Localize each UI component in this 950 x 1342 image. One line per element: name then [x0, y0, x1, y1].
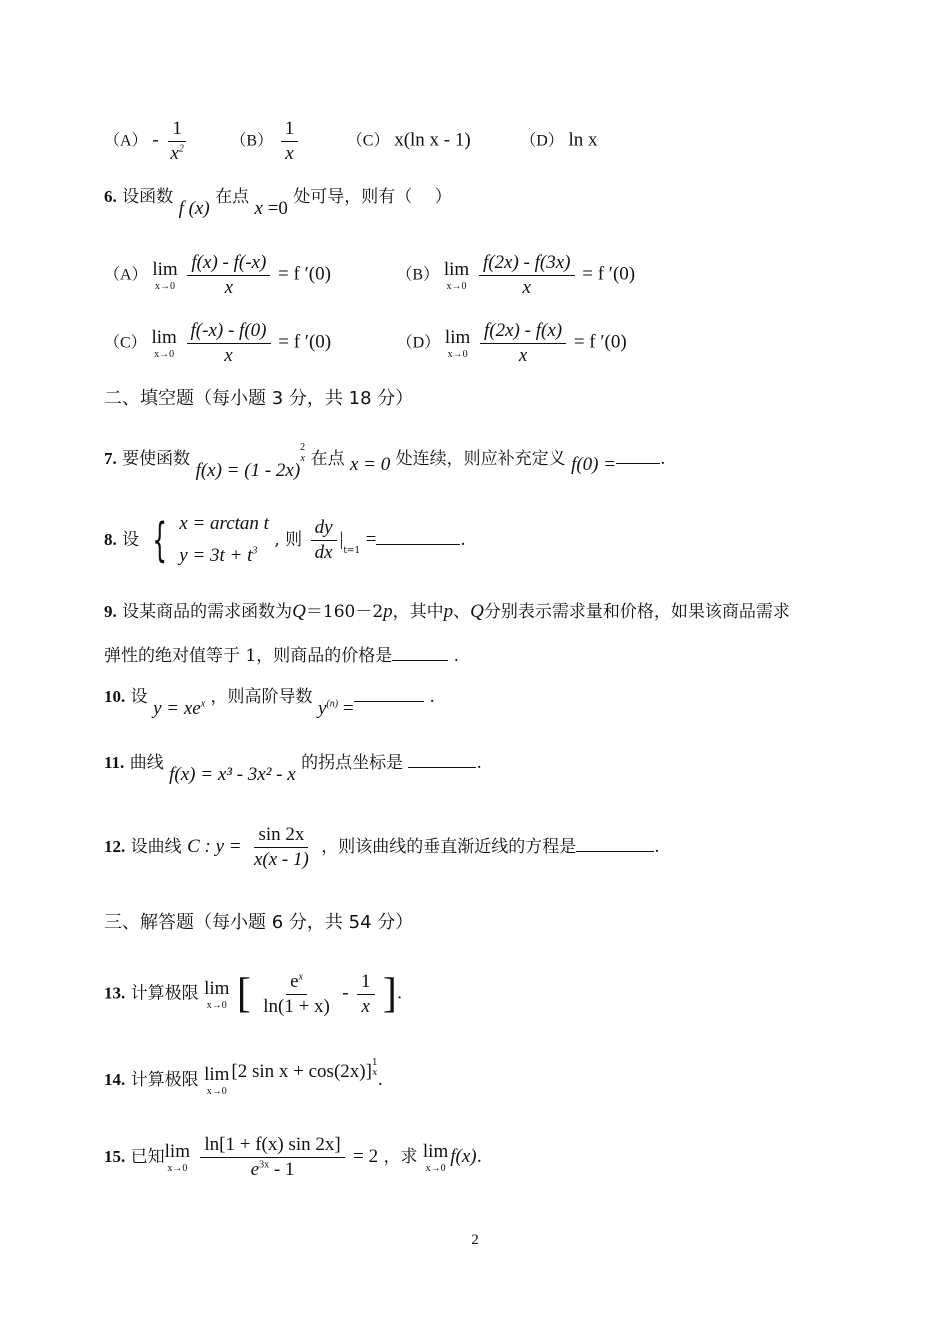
q5-option-b-label: （B）	[230, 132, 274, 150]
q6-text-1: 设函数	[122, 187, 174, 207]
q8: 8. 设 { x = arctan t $y = 3t + t^3$ , 则 $\frac{dy}{dx}$ $|_{t=1}$ = .	[104, 508, 466, 573]
section-2-heading: 二、填空题（每小题 3 分，共 18 分）	[104, 388, 414, 409]
q8-answer-blank[interactable]	[376, 530, 460, 545]
q6-option-d-fraction: $\frac{f(2x) - f(x)}{x}$	[480, 320, 566, 367]
q5-option-a-expr: $\frac{1}{x^2}$	[166, 118, 187, 165]
q6-option-d-label: （D）	[396, 334, 441, 352]
q5-options-row: （A） - $\frac{1}{x^2}$ （B） $\frac{1}{x}$ （C） x(ln x - 1) （D） ln x	[104, 118, 598, 164]
q9-answer-blank[interactable]	[392, 646, 448, 661]
q12-fraction: $\frac{\sin 2x}{x(x - 1)}$	[253, 824, 309, 870]
q6-text-3: 处可导，则有（ ）	[293, 187, 452, 207]
q6-text-2: 在点	[215, 187, 250, 207]
q6-option-b-label: （B）	[396, 266, 440, 284]
q13-fraction-1: $\frac{e^x}{\ln(1 + x)}$	[263, 970, 330, 1017]
q12-answer-blank[interactable]	[576, 837, 654, 852]
q5-option-b-expr: $\frac{1}{x}$	[281, 118, 299, 165]
q5-option-a-label: （A）	[104, 132, 148, 150]
q6-option-c-label: （C）	[104, 334, 147, 352]
q6-option-c-fraction: $\frac{f(-x) - f(0)}{x}$	[187, 320, 271, 367]
q9-line-1: 9. 设某商品的需求函数为Q＝160－2p，其中p、Q分别表示需求量和价格，如果该商品需求	[104, 601, 790, 622]
q7-answer-blank[interactable]	[616, 449, 660, 464]
q5-option-d-label: （D）	[520, 132, 564, 150]
q10-answer-blank[interactable]	[354, 687, 424, 702]
q7: 7. 要使函数 f(x) = (1 - 2x) 2 x 在点 x = 0 处连续，则应补充定义 f(0) = .	[104, 442, 666, 481]
q6-stem: 6. 设函数 f (x) 在点 x =0 处可导，则有（ ）	[104, 187, 452, 219]
section-3-heading: 三、解答题（每小题 6 分，共 54 分）	[104, 912, 414, 933]
q8-system: x = arctan t $y = 3t + t^3$	[179, 513, 269, 567]
q5-option-c-expr: x(ln x - 1)	[394, 129, 471, 151]
q15: 15. 已知 lim x→0 $\frac{\ln[1 + f(x) \sin 2x]}{e^{3x} - 1}$ = 2 ，求 lim x→0 f(x).	[104, 1134, 483, 1180]
q14: 14. 计算极限 lim x→0 [2 sin x + cos(2x)] 1 x .	[104, 1058, 384, 1097]
q6-option-a-label: （A）	[104, 266, 148, 284]
q11-answer-blank[interactable]	[408, 753, 476, 768]
q6-option-b-fraction: $\frac{f(2x) - f(3x)}{x}$	[479, 252, 575, 299]
page-number: 2	[471, 1232, 479, 1248]
q6-number: 6.	[104, 187, 117, 206]
q10: 10. 设 $y = xe^x$ ，则高阶导数 $y^{(n)}$ =.	[104, 687, 435, 719]
q9-line-2: 弹性的绝对值等于 1，则商品的价格是 .	[104, 646, 460, 666]
q15-fraction: $\frac{\ln[1 + f(x) \sin 2x]}{e^{3x} - 1}$	[200, 1134, 344, 1181]
q6-options-row-1: （A） lim x→0 $\frac{f(x) - f(-x)}{x}$ = f ′(0) （B） lim x→0 $\frac{f(2x) - f(3x)}{x}$ = f ′(0)	[104, 252, 636, 298]
q13-fraction-2: $\frac{1}{x}$	[357, 971, 375, 1018]
q5-option-d-expr: ln x	[568, 129, 598, 151]
q8-derivative: $\frac{dy}{dx}$	[311, 517, 337, 564]
q6-options-row-2: （C） lim x→0 $\frac{f(-x) - f(0)}{x}$ = f ′(0) （D） lim x→0 $\frac{f(2x) - f(x)}{x}$ = f ′(0)	[104, 320, 627, 366]
q5-option-c-label: （C）	[346, 132, 390, 150]
q6-option-a-fraction: $\frac{f(x) - f(-x)}{x}$	[187, 252, 270, 299]
q13: 13. 计算极限 lim x→0 [ $\frac{e^x}{\ln(1 + x)}$ - $\frac{1}{x}$ ].	[104, 970, 403, 1017]
q12: 12. 设曲线 C : y = $\frac{\sin 2x}{x(x - 1)}$ ，则该曲线的垂直渐近线的方程是 .	[104, 824, 660, 870]
left-brace: {	[151, 513, 167, 568]
q11: 11. 曲线 f(x) = x³ - 3x² - x 的拐点坐标是 .	[104, 753, 482, 785]
